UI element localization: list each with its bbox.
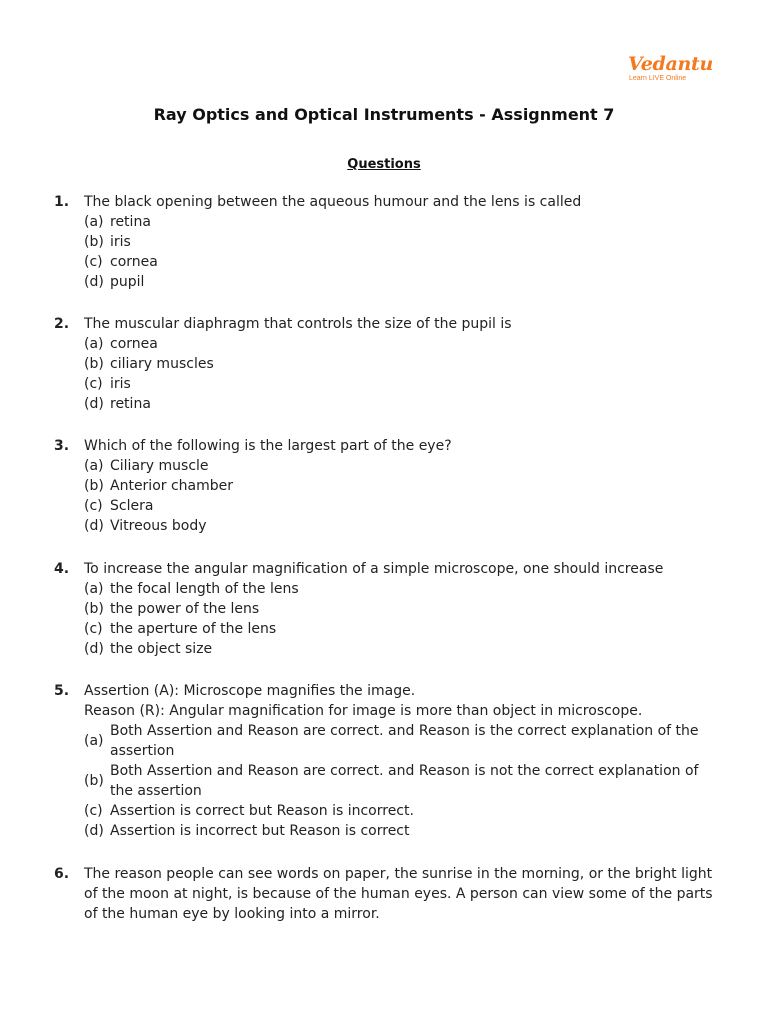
reason-text: Reason (R): Angular magnification for image is more than object in microscope.	[84, 703, 643, 719]
question-text: To increase the angular magnification of a simple microscope, one should increase	[84, 561, 664, 577]
option-label: (b)	[84, 234, 104, 250]
option-label: (c)	[84, 376, 103, 392]
option-a	[84, 334, 724, 354]
option-a	[84, 721, 724, 761]
option-label: (d)	[84, 274, 104, 290]
option-b	[84, 476, 724, 496]
option-d	[84, 516, 724, 536]
option-d	[84, 821, 724, 841]
question-6	[54, 864, 724, 924]
document-title: Ray Optics and Optical Instruments - Assignment 7	[153, 105, 615, 124]
option-text: pupil	[110, 274, 145, 290]
option-b	[84, 599, 724, 619]
option-label: (a)	[84, 733, 104, 749]
option-text: the focal length of the lens	[110, 581, 299, 597]
question-text: The muscular diaphragm that controls the size of the pupil is	[84, 316, 512, 332]
option-c	[84, 619, 724, 639]
option-a	[84, 456, 724, 476]
option-label: (b)	[84, 773, 104, 789]
option-text: iris	[110, 234, 131, 250]
option-c	[84, 252, 724, 272]
option-text: Both Assertion and Reason are correct. and Reason is not the correct explanation of the assertion	[110, 763, 699, 799]
option-text: retina	[110, 214, 151, 230]
question-text: The reason people can see words on paper, the sunrise in the morning, or the bright light of the moon at night, is because of the human eyes. A person can view some of the parts of the human eye by looking into a mirror.	[84, 866, 713, 922]
question-2	[54, 314, 724, 414]
question-text: Which of the following is the largest part of the eye?	[84, 438, 452, 454]
option-c	[84, 374, 724, 394]
question-text: The black opening between the aqueous humour and the lens is called	[84, 194, 582, 210]
option-text: Ciliary muscle	[110, 458, 209, 474]
option-text: Sclera	[110, 498, 154, 514]
logo-tagline: Learn LIVE Online	[629, 75, 687, 82]
option-b	[84, 761, 724, 801]
option-label: (c)	[84, 803, 103, 819]
logo-brand-text: Vedantu	[628, 53, 713, 75]
option-text: ciliary muscles	[110, 356, 214, 372]
option-label: (d)	[84, 823, 104, 839]
option-label: (b)	[84, 601, 104, 617]
question-3	[54, 436, 724, 536]
option-a	[84, 212, 724, 232]
option-c	[84, 496, 724, 516]
option-label: (d)	[84, 518, 104, 534]
section-heading: Questions	[347, 157, 421, 172]
option-b	[84, 232, 724, 252]
option-c	[84, 801, 724, 821]
option-d	[84, 394, 724, 414]
option-text: the object size	[110, 641, 213, 657]
option-text: cornea	[110, 336, 158, 352]
question-number: 3.	[54, 438, 70, 454]
option-label: (c)	[84, 498, 103, 514]
option-label: (a)	[84, 458, 104, 474]
question-number: 2.	[54, 316, 70, 332]
option-d	[84, 272, 724, 292]
question-number: 1.	[54, 194, 70, 210]
option-label: (a)	[84, 336, 104, 352]
option-text: retina	[110, 396, 151, 412]
option-text: the aperture of the lens	[110, 621, 277, 637]
option-text: Vitreous body	[110, 518, 207, 534]
option-text: cornea	[110, 254, 158, 270]
question-number: 6.	[54, 866, 70, 882]
option-label: (d)	[84, 396, 104, 412]
option-label: (c)	[84, 254, 103, 270]
option-label: (a)	[84, 214, 104, 230]
option-label: (a)	[84, 581, 104, 597]
option-a	[84, 579, 724, 599]
question-number: 5.	[54, 683, 70, 699]
assertion-text: Assertion (A): Microscope magnifies the image.	[84, 683, 416, 699]
question-5	[54, 681, 724, 841]
option-label: (d)	[84, 641, 104, 657]
question-1	[54, 192, 724, 292]
question-number: 4.	[54, 561, 70, 577]
vedantu-logo	[628, 53, 713, 83]
option-text: Both Assertion and Reason are correct. and Reason is the correct explanation of the assertion	[110, 723, 699, 759]
option-text: Anterior chamber	[110, 478, 234, 494]
option-d	[84, 639, 724, 659]
option-text: Assertion is incorrect but Reason is correct	[110, 823, 410, 839]
option-text: Assertion is correct but Reason is incorrect.	[110, 803, 414, 819]
option-text: the power of the lens	[110, 601, 260, 617]
option-label: (c)	[84, 621, 103, 637]
option-label: (b)	[84, 478, 104, 494]
option-label: (b)	[84, 356, 104, 372]
question-4	[54, 559, 724, 659]
option-b	[84, 354, 724, 374]
option-text: iris	[110, 376, 131, 392]
